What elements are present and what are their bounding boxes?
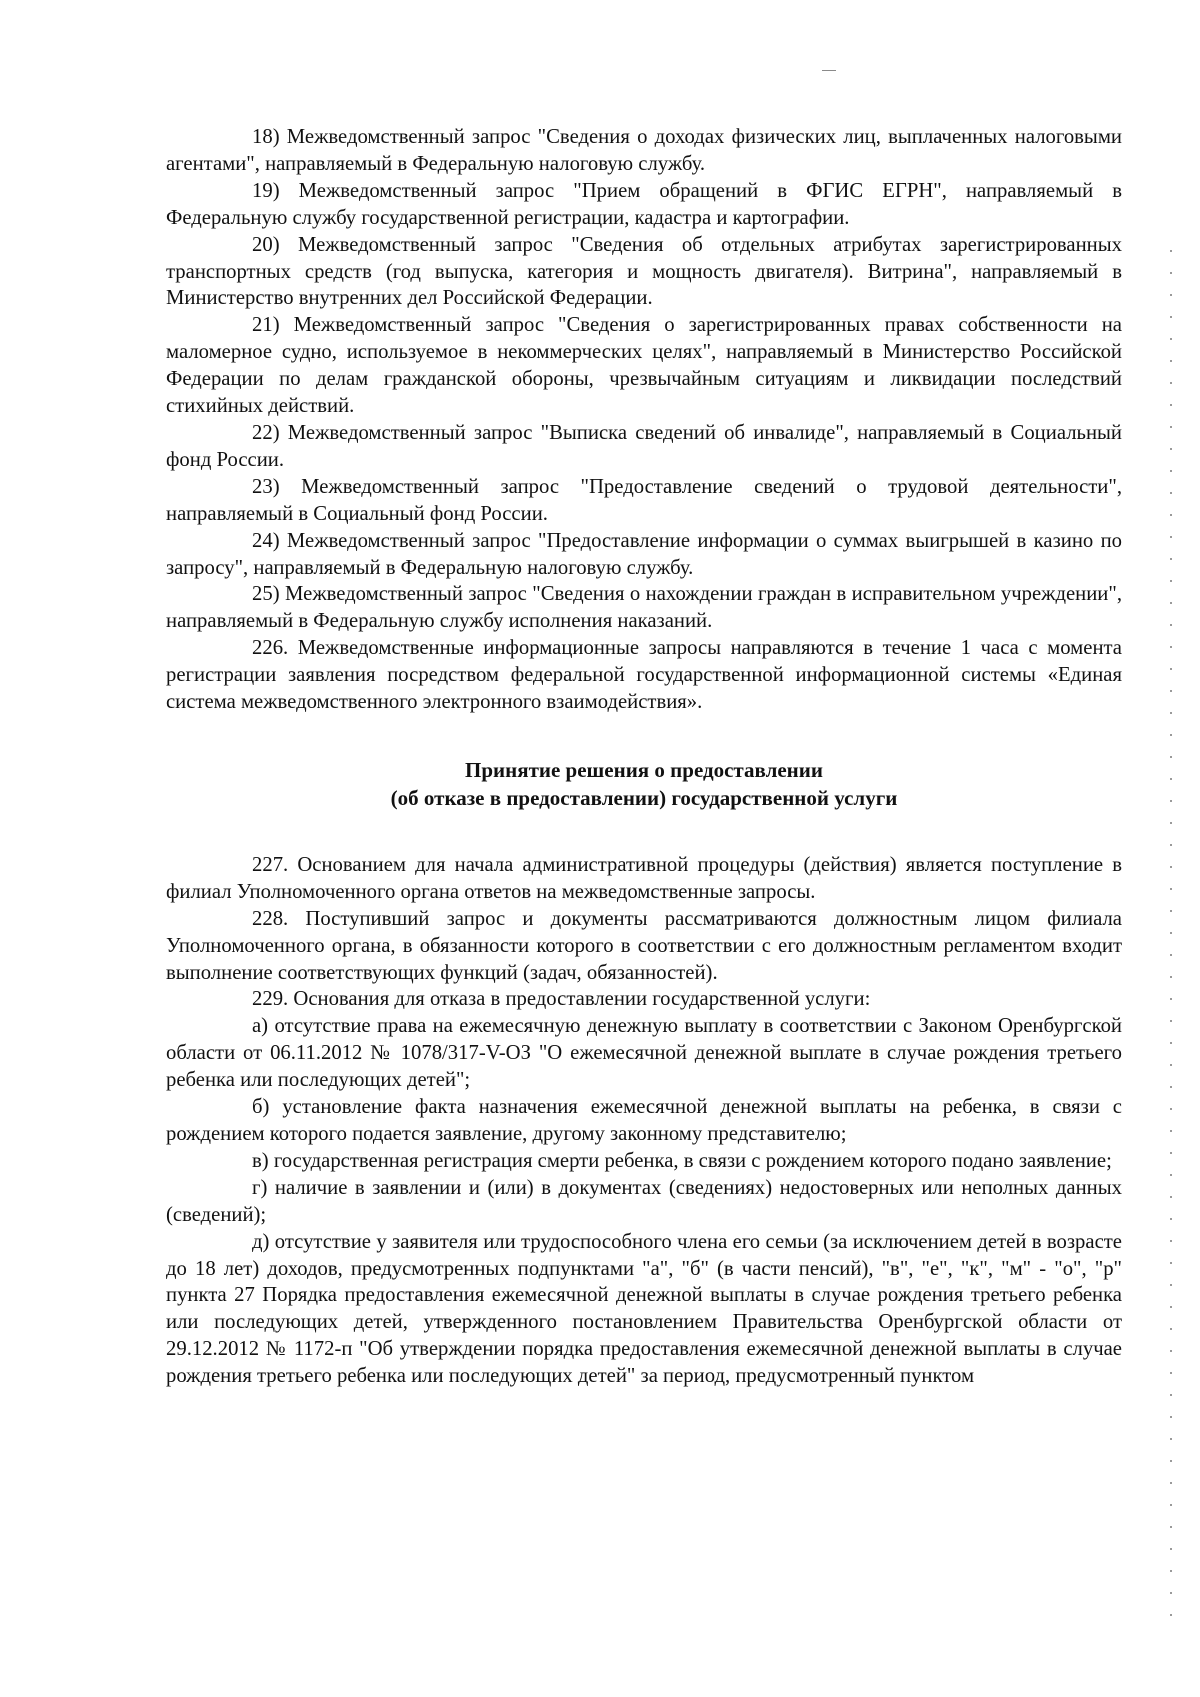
section-decision [166, 852, 1122, 1390]
paragraph-229-g: г) наличие в заявлении и (или) в документах (сведениях) недостоверных или неполных данных (сведений); [166, 1176, 1122, 1226]
paragraph-20: 20) Межведомственный запрос "Сведения об отдельных атрибутах зарегистрированных транспортных средств (год выпуска, категория и мощность двигателя). Витрина", направляемый в Министерство внутренних дел Российской Федерации. [166, 233, 1122, 310]
paragraph-226: 226. Межведомственные информационные запросы направляются в течение 1 часа с момента регистрации заявления посредством федеральной государственной информационной системы «Единая система межведомственного электронного взаимодействия». [166, 637, 1122, 714]
paragraph-25: 25) Межведомственный запрос "Сведения о нахождении граждан в исправительном учреждении", направляемый в Федеральную службу исполнения наказаний. [166, 583, 1122, 633]
paragraph-229-a: а) отсутствие права на ежемесячную денежную выплату в соответствии с Законом Оренбургской области от 06.11.2012 № 1078/317-V-ОЗ "О ежемесячной денежной выплате в случае рождения третьего ребенка или последующих детей"; [166, 1015, 1122, 1092]
scan-edge-marks [1170, 250, 1172, 1630]
paragraph-229-d: д) отсутствие у заявителя или трудоспособного члена его семьи (за исключением детей в возрасте до 18 лет) доходов, предусмотренных подпунктами "а", "б" (в части пенсий), "в", "е", "к", "м" - "о", "р" пункта 27 Порядка предоставления ежемесячной денежной выплаты в случае рождения третьего ребенка или последующих детей, утвержденного постановлением Правительства Оренбургской области от 29.12.2012 № 1172-п "Об утверждении порядка предоставления ежемесячной денежной выплаты в случае рождения третьего ребенка или последующих детей" за период, предусмотренный пунктом [166, 1230, 1122, 1388]
paragraph-228: 228. Поступивший запрос и документы рассматриваются должностным лицом филиала Уполномоченного органа, в обязанности которого в соответствии с его должностным регламентом входит выполнение соответствующих функций (задач, обязанностей). [166, 907, 1122, 984]
document-page [166, 124, 1122, 1390]
paragraph-229-b: б) установление факта назначения ежемесячной денежной выплаты на ребенка, в связи с рождением которого подается заявление, другому законному представителю; [166, 1096, 1122, 1145]
paragraph-22: 22) Межведомственный запрос "Выписка сведений об инвалиде", направляемый в Социальный фонд России. [166, 421, 1122, 471]
paragraph-227: 227. Основанием для начала административной процедуры (действия) является поступление в филиал Уполномоченного органа ответов на межведомственные запросы. [166, 853, 1122, 903]
paragraph-23: 23) Межведомственный запрос "Предоставление сведений о трудовой деятельности", направляемый в Социальный фонд России. [166, 475, 1122, 525]
heading-line-2: (об отказе в предоставлении) государственной услуги [390, 785, 898, 810]
paragraph-19: 19) Межведомственный запрос "Прием обращений в ФГИС ЕГРН", направляемый в Федеральную службу государственной регистрации, кадастра и картографии. [166, 179, 1122, 229]
paragraph-229: 229. Основания для отказа в предоставлении государственной услуги: [252, 988, 871, 1011]
paragraph-24: 24) Межведомственный запрос "Предоставление информации о суммах выигрышей в казино по запросу", направляемый в Федеральную налоговую службу. [166, 529, 1122, 579]
paragraph-229-v: в) государственная регистрация смерти ребенка, в связи с рождением которого подано заявление; [252, 1149, 1112, 1172]
section-requests [166, 124, 1122, 716]
paragraph-18: 18) Межведомственный запрос "Сведения о доходах физических лиц, выплаченных налоговыми агентами", направляемый в Федеральную налоговую службу. [166, 126, 1122, 175]
scan-top-mark [822, 70, 836, 71]
paragraph-21: 21) Межведомственный запрос "Сведения о зарегистрированных правах собственности на маломерное судно, используемое в некоммерческих целях", направляемый в Министерство Российской Федерации по делам гражданской обороны, чрезвычайным ситуациям и ликвидации последствий стихийных действий. [166, 314, 1122, 418]
section-heading [166, 716, 1122, 852]
heading-line-1: Принятие решения о предоставлении [465, 757, 823, 782]
